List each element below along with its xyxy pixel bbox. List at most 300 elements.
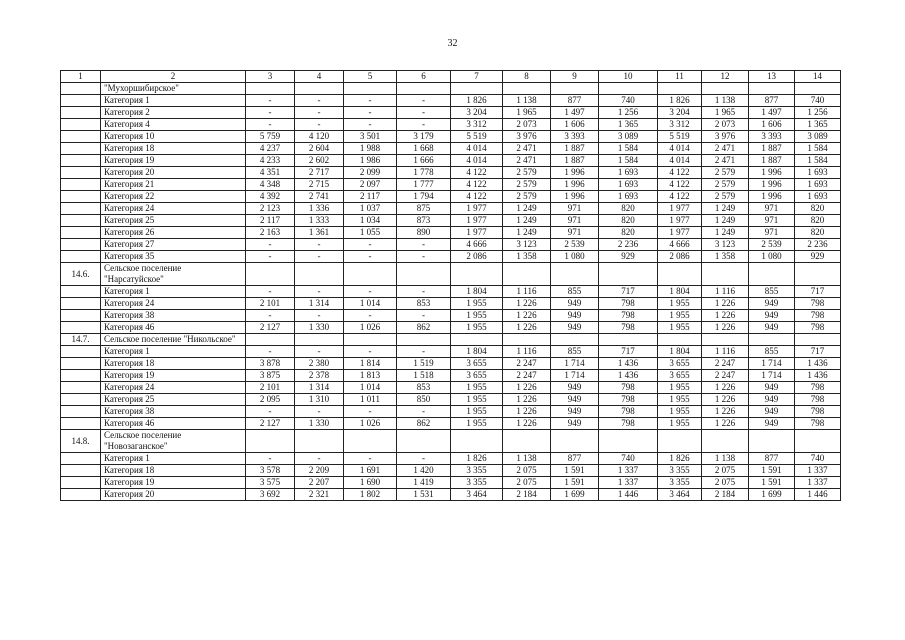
value-cell: 4 122 — [658, 191, 702, 203]
category-label: Категория 24 — [101, 382, 246, 394]
value-cell: 1 996 — [551, 191, 599, 203]
value-cell: - — [246, 251, 295, 263]
value-cell: 1 996 — [551, 179, 599, 191]
value-cell: 1 436 — [599, 358, 658, 370]
value-cell: 949 — [551, 394, 599, 406]
value-cell: 740 — [599, 453, 658, 465]
value-cell: 1 226 — [503, 322, 551, 334]
value-cell: 1 014 — [344, 298, 397, 310]
row-number — [61, 394, 101, 406]
category-label: Категория 24 — [101, 298, 246, 310]
value-cell: 1 804 — [451, 346, 503, 358]
row-number — [61, 191, 101, 203]
value-cell: 1 226 — [503, 418, 551, 430]
row-number — [61, 406, 101, 418]
value-cell — [749, 430, 795, 453]
value-cell — [749, 263, 795, 286]
value-cell: 1 955 — [451, 298, 503, 310]
row-number — [61, 143, 101, 155]
value-cell: 2 471 — [702, 155, 749, 167]
value-cell: 1 419 — [397, 477, 451, 489]
category-label: Категория 1 — [101, 286, 246, 298]
value-cell — [599, 334, 658, 346]
value-cell: 1 249 — [702, 227, 749, 239]
row-number — [61, 298, 101, 310]
category-label: Категория 46 — [101, 418, 246, 430]
value-cell — [344, 334, 397, 346]
value-cell: 1 226 — [503, 298, 551, 310]
value-cell: - — [344, 251, 397, 263]
category-label: Категория 20 — [101, 167, 246, 179]
value-cell — [702, 263, 749, 286]
value-cell: 850 — [397, 394, 451, 406]
table-row — [61, 322, 841, 334]
value-cell: 877 — [749, 95, 795, 107]
value-cell: 1 606 — [749, 119, 795, 131]
value-cell: - — [397, 119, 451, 131]
value-cell: 4 122 — [451, 167, 503, 179]
section-title: Сельское поселение "Никольское" — [101, 334, 246, 346]
value-cell: 1 955 — [658, 418, 702, 430]
value-cell: 1 996 — [749, 191, 795, 203]
value-cell: 853 — [397, 298, 451, 310]
value-cell: 717 — [599, 286, 658, 298]
value-cell: 1 826 — [451, 95, 503, 107]
value-cell: - — [344, 286, 397, 298]
value-cell — [344, 430, 397, 453]
value-cell: 2 127 — [246, 322, 295, 334]
value-cell — [503, 334, 551, 346]
column-header: 2 — [101, 71, 246, 83]
value-cell: 798 — [599, 394, 658, 406]
value-cell: 1 955 — [658, 310, 702, 322]
value-cell: 949 — [749, 394, 795, 406]
section-row — [61, 334, 841, 346]
value-cell: 820 — [795, 215, 841, 227]
row-number — [61, 358, 101, 370]
value-cell: - — [295, 346, 344, 358]
value-cell: 1 138 — [702, 453, 749, 465]
value-cell: 1 337 — [599, 465, 658, 477]
category-label: Категория 18 — [101, 465, 246, 477]
value-cell: 949 — [551, 382, 599, 394]
value-cell: 1 804 — [658, 346, 702, 358]
value-cell: 798 — [599, 310, 658, 322]
value-cell: 3 464 — [658, 489, 702, 501]
value-cell: 1 055 — [344, 227, 397, 239]
category-label: Категория 4 — [101, 119, 246, 131]
value-cell: 2 741 — [295, 191, 344, 203]
category-label: Категория 46 — [101, 322, 246, 334]
value-cell: 2 471 — [503, 155, 551, 167]
value-cell: 2 579 — [503, 191, 551, 203]
value-cell: 2 117 — [246, 215, 295, 227]
value-cell: 1 014 — [344, 382, 397, 394]
value-cell: 1 714 — [551, 358, 599, 370]
value-cell: - — [397, 310, 451, 322]
value-cell: 1 977 — [451, 227, 503, 239]
value-cell: 1 887 — [551, 143, 599, 155]
row-number — [61, 215, 101, 227]
value-cell: 1 777 — [397, 179, 451, 191]
value-cell: 1 446 — [795, 489, 841, 501]
value-cell: - — [295, 107, 344, 119]
value-cell: 3 393 — [551, 131, 599, 143]
value-cell: 855 — [749, 286, 795, 298]
column-header: 12 — [702, 71, 749, 83]
value-cell: 1 138 — [702, 95, 749, 107]
category-label: "Мухоршибирское" — [101, 83, 246, 95]
table-row — [61, 489, 841, 501]
value-cell: 2 075 — [503, 477, 551, 489]
value-cell: 3 655 — [451, 358, 503, 370]
value-cell — [749, 334, 795, 346]
value-cell: 2 539 — [551, 239, 599, 251]
value-cell: 2 073 — [503, 119, 551, 131]
value-cell: 3 312 — [451, 119, 503, 131]
value-cell: 1 330 — [295, 418, 344, 430]
table-row — [61, 286, 841, 298]
value-cell: 1 365 — [795, 119, 841, 131]
value-cell: 2 247 — [702, 370, 749, 382]
table-row — [61, 251, 841, 263]
value-cell — [246, 430, 295, 453]
value-cell: 1 977 — [658, 227, 702, 239]
value-cell: - — [246, 239, 295, 251]
value-cell — [451, 263, 503, 286]
value-cell: - — [397, 346, 451, 358]
value-cell: 1 226 — [702, 310, 749, 322]
value-cell — [295, 334, 344, 346]
column-header: 10 — [599, 71, 658, 83]
value-cell — [397, 83, 451, 95]
value-cell: 2 602 — [295, 155, 344, 167]
value-cell: 1 116 — [702, 286, 749, 298]
value-cell: 1 887 — [749, 143, 795, 155]
value-cell — [702, 430, 749, 453]
category-label: Категория 19 — [101, 370, 246, 382]
value-cell — [295, 430, 344, 453]
value-cell: 1 955 — [658, 382, 702, 394]
row-number — [61, 310, 101, 322]
value-cell: 1 226 — [702, 298, 749, 310]
table-row — [61, 191, 841, 203]
value-cell: 1 249 — [702, 203, 749, 215]
category-label: Категория 19 — [101, 477, 246, 489]
value-cell: 798 — [795, 298, 841, 310]
value-cell: 4 666 — [451, 239, 503, 251]
value-cell: 1 977 — [658, 203, 702, 215]
value-cell: 1 226 — [503, 310, 551, 322]
row-number: 14.8. — [61, 430, 101, 453]
value-cell: 949 — [749, 406, 795, 418]
value-cell: 949 — [551, 322, 599, 334]
value-cell — [658, 430, 702, 453]
value-cell: 1 256 — [599, 107, 658, 119]
value-cell — [795, 430, 841, 453]
value-cell: 3 464 — [451, 489, 503, 501]
value-cell: 1 436 — [795, 358, 841, 370]
value-cell: 877 — [749, 453, 795, 465]
value-cell: 1 814 — [344, 358, 397, 370]
value-cell: 3 204 — [658, 107, 702, 119]
value-cell: 3 355 — [451, 465, 503, 477]
value-cell — [451, 334, 503, 346]
value-cell — [795, 334, 841, 346]
table-row — [61, 155, 841, 167]
value-cell: 717 — [795, 346, 841, 358]
value-cell: 1 034 — [344, 215, 397, 227]
value-cell: 862 — [397, 418, 451, 430]
table-row — [61, 203, 841, 215]
value-cell: 1 955 — [451, 394, 503, 406]
value-cell: - — [397, 239, 451, 251]
value-cell: 4 014 — [451, 143, 503, 155]
value-cell: 1 826 — [658, 453, 702, 465]
value-cell: 929 — [599, 251, 658, 263]
value-cell: - — [295, 406, 344, 418]
value-cell: 1 693 — [599, 167, 658, 179]
value-cell: 2 184 — [503, 489, 551, 501]
value-cell: 2 378 — [295, 370, 344, 382]
value-cell: 1 986 — [344, 155, 397, 167]
row-number — [61, 83, 101, 95]
value-cell: 1 977 — [451, 215, 503, 227]
value-cell: 1 584 — [599, 155, 658, 167]
section-row — [61, 430, 841, 453]
table-row — [61, 83, 841, 95]
value-cell: 3 123 — [503, 239, 551, 251]
column-header: 6 — [397, 71, 451, 83]
table-row — [61, 119, 841, 131]
value-cell: 5 519 — [451, 131, 503, 143]
value-cell: 820 — [795, 227, 841, 239]
value-cell: 1 691 — [344, 465, 397, 477]
value-cell: 798 — [795, 310, 841, 322]
value-cell: 798 — [599, 382, 658, 394]
value-cell: 3 976 — [702, 131, 749, 143]
value-cell: 3 878 — [246, 358, 295, 370]
value-cell: 4 233 — [246, 155, 295, 167]
value-cell: 2 073 — [702, 119, 749, 131]
value-cell — [795, 263, 841, 286]
category-label: Категория 18 — [101, 358, 246, 370]
value-cell: - — [295, 119, 344, 131]
value-cell: 1 420 — [397, 465, 451, 477]
table-row — [61, 95, 841, 107]
value-cell: 2 715 — [295, 179, 344, 191]
value-cell: 1 988 — [344, 143, 397, 155]
row-number — [61, 418, 101, 430]
value-cell: 1 518 — [397, 370, 451, 382]
value-cell: - — [397, 95, 451, 107]
value-cell: 1 714 — [749, 370, 795, 382]
value-cell — [451, 430, 503, 453]
value-cell: 949 — [551, 298, 599, 310]
category-label: Категория 26 — [101, 227, 246, 239]
row-number: 14.6. — [61, 263, 101, 286]
value-cell: 2 236 — [795, 239, 841, 251]
value-cell: 1 497 — [551, 107, 599, 119]
value-cell: 740 — [599, 95, 658, 107]
value-cell — [551, 83, 599, 95]
value-cell: 1 887 — [551, 155, 599, 167]
value-cell: 1 965 — [503, 107, 551, 119]
value-cell: 3 575 — [246, 477, 295, 489]
value-cell: 1 584 — [795, 143, 841, 155]
row-number — [61, 382, 101, 394]
value-cell: 3 089 — [599, 131, 658, 143]
value-cell: 2 717 — [295, 167, 344, 179]
value-cell: 862 — [397, 322, 451, 334]
value-cell — [658, 83, 702, 95]
value-cell: 971 — [749, 227, 795, 239]
value-cell: 820 — [599, 227, 658, 239]
value-cell: 2 247 — [702, 358, 749, 370]
value-cell: 1 358 — [702, 251, 749, 263]
value-cell: 1 138 — [503, 453, 551, 465]
value-cell: 1 116 — [503, 286, 551, 298]
category-label: Категория 21 — [101, 179, 246, 191]
category-label: Категория 2 — [101, 107, 246, 119]
value-cell: 1 256 — [795, 107, 841, 119]
value-cell: 4 014 — [451, 155, 503, 167]
column-header: 9 — [551, 71, 599, 83]
section-title: Сельское поселение "Нарсатуйское" — [101, 263, 246, 286]
value-cell: 3 501 — [344, 131, 397, 143]
table-row — [61, 477, 841, 489]
value-cell: 1 955 — [451, 310, 503, 322]
value-cell: - — [246, 286, 295, 298]
value-cell: 1 336 — [295, 203, 344, 215]
value-cell: 971 — [551, 227, 599, 239]
value-cell: 1 337 — [795, 477, 841, 489]
category-label: Категория 1 — [101, 453, 246, 465]
value-cell: 1 361 — [295, 227, 344, 239]
value-cell: 1 037 — [344, 203, 397, 215]
row-number — [61, 370, 101, 382]
value-cell: 1 591 — [551, 465, 599, 477]
value-cell: 2 604 — [295, 143, 344, 155]
value-cell: 949 — [749, 382, 795, 394]
tariff-table — [60, 70, 841, 501]
value-cell — [295, 83, 344, 95]
value-cell — [702, 83, 749, 95]
value-cell: 2 380 — [295, 358, 344, 370]
value-cell: 1 226 — [503, 394, 551, 406]
value-cell: 1 314 — [295, 382, 344, 394]
value-cell: 2 471 — [702, 143, 749, 155]
value-cell: 949 — [749, 322, 795, 334]
value-cell: 3 179 — [397, 131, 451, 143]
value-cell — [702, 334, 749, 346]
value-cell: 798 — [795, 394, 841, 406]
row-number — [61, 167, 101, 179]
value-cell: - — [295, 453, 344, 465]
value-cell: 1 116 — [702, 346, 749, 358]
value-cell: 949 — [551, 310, 599, 322]
value-cell: 1 591 — [749, 465, 795, 477]
value-cell: 1 446 — [599, 489, 658, 501]
value-cell: 1 996 — [749, 179, 795, 191]
value-cell: 1 138 — [503, 95, 551, 107]
value-cell: 873 — [397, 215, 451, 227]
value-cell — [344, 83, 397, 95]
value-cell: 1 794 — [397, 191, 451, 203]
value-cell: 2 209 — [295, 465, 344, 477]
value-cell: 1 690 — [344, 477, 397, 489]
value-cell: 855 — [749, 346, 795, 358]
table-row — [61, 107, 841, 119]
value-cell: 2 579 — [702, 179, 749, 191]
value-cell: 3 123 — [702, 239, 749, 251]
value-cell: - — [344, 346, 397, 358]
value-cell: - — [246, 453, 295, 465]
value-cell — [599, 83, 658, 95]
category-label: Категория 38 — [101, 310, 246, 322]
table-row — [61, 167, 841, 179]
value-cell: - — [344, 107, 397, 119]
value-cell: 1 666 — [397, 155, 451, 167]
value-cell: - — [344, 95, 397, 107]
value-cell — [451, 83, 503, 95]
table-row — [61, 453, 841, 465]
value-cell: 1 955 — [658, 394, 702, 406]
value-cell: 1 714 — [551, 370, 599, 382]
value-cell — [551, 263, 599, 286]
value-cell: 877 — [551, 453, 599, 465]
value-cell: 2 579 — [503, 167, 551, 179]
row-number — [61, 286, 101, 298]
value-cell — [344, 263, 397, 286]
value-cell: 971 — [749, 215, 795, 227]
table-row — [61, 465, 841, 477]
category-label: Категория 1 — [101, 346, 246, 358]
value-cell: 4 014 — [658, 143, 702, 155]
value-cell: - — [246, 95, 295, 107]
value-cell: 740 — [795, 95, 841, 107]
value-cell: 2 101 — [246, 382, 295, 394]
value-cell: 1 693 — [795, 179, 841, 191]
value-cell: 1 226 — [503, 382, 551, 394]
value-cell: 2 086 — [451, 251, 503, 263]
table-row — [61, 406, 841, 418]
value-cell: 949 — [749, 310, 795, 322]
row-number — [61, 95, 101, 107]
value-cell: 875 — [397, 203, 451, 215]
table-row — [61, 227, 841, 239]
value-cell: 3 312 — [658, 119, 702, 131]
value-cell: 1 802 — [344, 489, 397, 501]
column-header: 5 — [344, 71, 397, 83]
value-cell: 3 355 — [658, 465, 702, 477]
value-cell: 877 — [551, 95, 599, 107]
value-cell: 971 — [749, 203, 795, 215]
value-cell: 1 226 — [702, 322, 749, 334]
value-cell — [397, 334, 451, 346]
value-cell: - — [295, 286, 344, 298]
value-cell — [749, 83, 795, 95]
value-cell: 1 330 — [295, 322, 344, 334]
value-cell: 1 226 — [702, 394, 749, 406]
value-cell: 3 655 — [658, 370, 702, 382]
value-cell: 2 321 — [295, 489, 344, 501]
row-number — [61, 489, 101, 501]
value-cell — [503, 430, 551, 453]
value-cell: 1 714 — [749, 358, 795, 370]
value-cell: 971 — [551, 215, 599, 227]
value-cell: 740 — [795, 453, 841, 465]
